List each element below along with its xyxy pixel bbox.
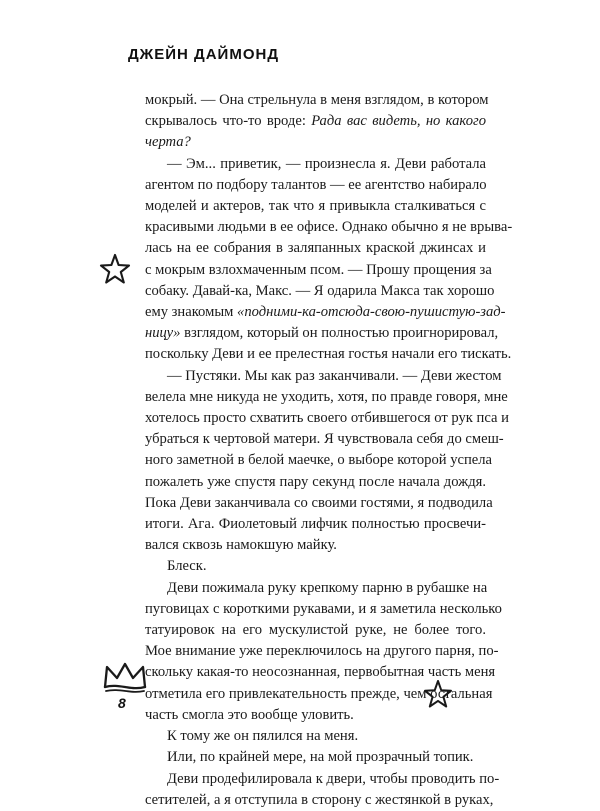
text-segment: красивыми людьми в ее офисе. Однако обычно я не врыва- xyxy=(145,219,513,236)
text-segment: велела мне никуда не уходить, хотя, по правде говоря, мне xyxy=(145,388,508,405)
text-segment: мокрый. — Она стрельнула в меня взглядом, в котором xyxy=(145,92,489,108)
text-line xyxy=(145,535,486,556)
text-line xyxy=(145,493,493,514)
text-segment: сетителей, а я отступила в сторону с жестянкой в руках, xyxy=(145,791,494,808)
text-segment: Мое внимание уже переключилось на другого парня, по- xyxy=(145,643,499,660)
text-line xyxy=(145,450,493,471)
text-segment: К тому же он пялился на меня. xyxy=(167,728,359,745)
star-doodle-icon xyxy=(98,252,132,286)
text-segment: пуговицах с короткими рукавами, и я заметила несколько xyxy=(145,600,502,617)
text-line xyxy=(145,154,486,175)
text-segment: итоги. Ага. Фиолетовый лифчик полностью просвечи- xyxy=(145,516,486,533)
text-line xyxy=(145,747,486,768)
text-line xyxy=(145,344,512,365)
text-segment: Блеск. xyxy=(167,558,207,575)
text-segment: лась на ее собрания в заляпанных краской джинсах и xyxy=(145,240,486,257)
text-segment: Деви пожимала руку крепкому парню в рубашке на xyxy=(167,579,488,596)
text-segment: агентом по подбору талантов — ее агентство набирало xyxy=(145,176,487,193)
text-line xyxy=(145,366,502,387)
text-segment: пожалеть уже спустя пару секунд после начала дождя. xyxy=(145,473,486,490)
text-segment: скрывалось что-то вроде: xyxy=(145,113,312,130)
text-line xyxy=(145,514,486,535)
text-line xyxy=(145,196,486,217)
text-line xyxy=(145,790,494,811)
text-line xyxy=(145,238,486,259)
text-line xyxy=(145,620,486,641)
text-line xyxy=(145,472,486,493)
text-line xyxy=(145,281,495,302)
page-number: 8 xyxy=(118,695,126,711)
star-doodle-icon xyxy=(422,678,454,710)
text-line xyxy=(145,599,502,620)
text-line xyxy=(145,132,486,153)
text-segment: хотелось просто схватить своего отбившегося от рук пса и xyxy=(145,410,509,427)
text-line xyxy=(145,111,486,132)
text-segment: татуировок на его мускулистой руке, не более того. xyxy=(145,622,486,639)
italic-text: «подними-ка-отсюда-свою-пушистую-зад- xyxy=(237,304,506,321)
text-segment: Пока Деви заканчивала со своими гостями, я подводила xyxy=(145,494,493,511)
text-line xyxy=(145,217,513,238)
text-segment: — Эм... приветик, — произнесла я. Деви работала xyxy=(167,155,486,172)
text-line xyxy=(145,556,486,577)
text-line xyxy=(145,90,489,111)
running-head: ДЖЕЙН ДАЙМОНД xyxy=(128,46,280,63)
text-line xyxy=(145,578,486,599)
crown-doodle-icon xyxy=(101,661,149,695)
text-segment: часть смогла это вообще уловить. xyxy=(145,706,354,723)
text-line xyxy=(145,175,486,196)
text-line xyxy=(145,769,500,790)
text-line xyxy=(145,429,504,450)
text-segment: отметила его привлекательность прежде, чем остальная xyxy=(145,685,493,702)
text-segment: поскольку Деви и ее прелестная гостья начали его тискать. xyxy=(145,346,512,363)
text-line xyxy=(145,726,486,747)
text-line xyxy=(145,387,508,408)
text-segment: Или, по крайней мере, на мой прозрачный топик. xyxy=(167,749,474,766)
text-segment: собаку. Давай-ка, Макс. — Я одарила Макса так хорошо xyxy=(145,282,495,299)
text-line xyxy=(145,260,492,281)
text-segment: моделей и актеров, так что я привыкла сталкиваться с xyxy=(145,198,486,215)
text-segment: Деви продефилировала к двери, чтобы проводить по- xyxy=(167,770,500,787)
text-segment: с мокрым взлохмаченным псом. — Прошу прощения за xyxy=(145,261,492,278)
text-segment: ного заметной в белой маечке, о выборе которой успела xyxy=(145,452,493,469)
italic-text: Рада вас видеть, но какого xyxy=(311,113,486,130)
italic-text: ницу» xyxy=(145,325,181,342)
text-segment: скольку какая-то неосознанная, первобытная часть меня xyxy=(145,664,496,681)
text-segment: — Пустяки. Мы как раз заканчивали. — Деви жестом xyxy=(167,367,502,384)
text-line xyxy=(145,323,499,344)
text-line xyxy=(145,641,499,662)
text-line xyxy=(145,302,506,323)
text-segment: вался сквозь намокшую майку. xyxy=(145,537,337,554)
italic-text: черта? xyxy=(145,134,191,151)
text-line xyxy=(145,408,509,429)
text-segment: ему знакомым xyxy=(145,304,238,321)
text-segment: взглядом, который он полностью проигнорировал, xyxy=(180,325,499,342)
text-segment: убраться к чертовой матери. Я чувствовала себя до смеш- xyxy=(145,431,504,448)
